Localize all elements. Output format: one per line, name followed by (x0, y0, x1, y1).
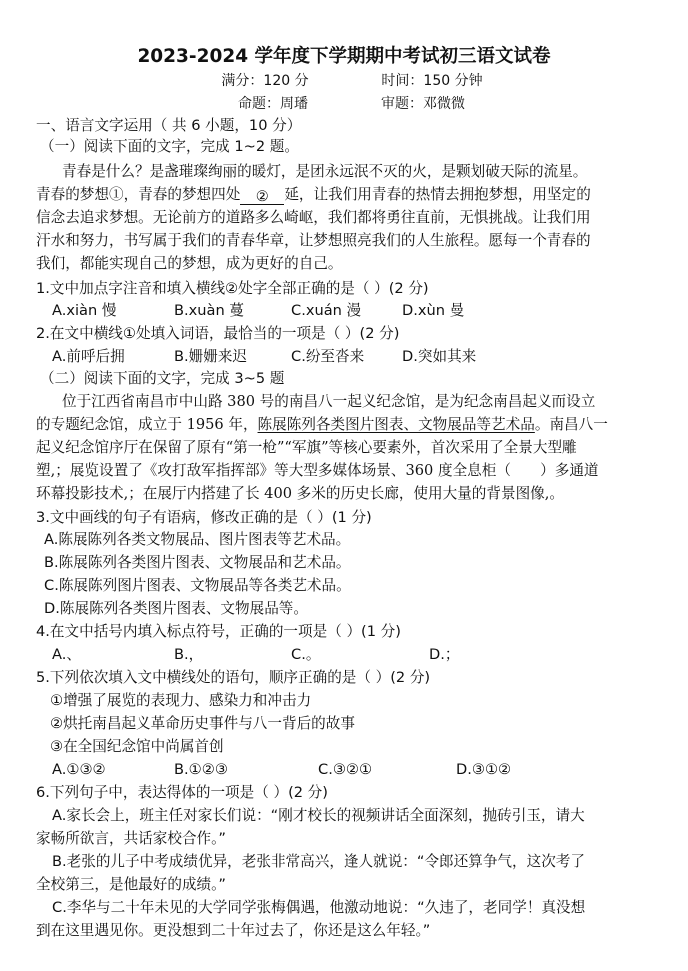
option-c-cont: 到在这里遇见你。更没想到二十年过去了，你还是这么年轻。” (36, 922, 431, 939)
passage1-line: 我们，都能实现自己的梦想，成为更好的自己。 (36, 255, 343, 272)
option-a: A.陈展陈列各类文物展品、图片图表等艺术品。 (44, 531, 351, 548)
option-c: C.③②① (318, 761, 373, 778)
passage2-line: 环幕投影技术,；在展厅内搭建了长 400 多米的历史长廊，使用大量的背景图像,。 (36, 485, 565, 502)
part1-heading: （一）阅读下面的文字，完成 1~2 题。 (40, 138, 299, 155)
option-b: B.姗姗来迟 (174, 348, 248, 365)
passage2-line: 塑,；展览设置了《攻打敌军指挥部》等大型多媒体场景、360 度全息柜（ ）多通道 (36, 462, 599, 479)
option-a: A.家长会上，班主任对家长们说：“刚才校长的视频讲话全面深刻，抛砖引玉，请大 (52, 807, 585, 824)
option-c: C.xuán 漫 (291, 302, 362, 319)
passage2-line: 起义纪念馆序厅在保留了原有“第一枪”“军旗”等核心要素外，首次采用了全景大型雕 (36, 439, 577, 456)
question-3-stem: 3.文中画线的句子有语病，修改正确的是（ ）(1 分) (36, 509, 372, 526)
passage1-text: 青春的梦想①，青春的梦想四处 (36, 186, 241, 203)
passage1-line (36, 185, 652, 205)
question-4-stem: 4.在文中括号内填入标点符号，正确的一项是（ ）(1 分) (36, 623, 401, 640)
passage1-line: 汗水和努力，书写属于我们的青春华章，让梦想照亮我们的人生旅程。愿每一个青春的 (36, 232, 591, 249)
part2-heading: （二）阅读下面的文字，完成 3~5 题 (40, 370, 285, 387)
passage2-line: 位于江西省南昌市中山路 380 号的南昌八一起义纪念馆，是为纪念南昌起义而设立 (62, 393, 596, 410)
question-1-stem: 1.文中加点字注音和填入横线②处字全部正确的是（ ）(2 分) (36, 280, 429, 297)
passage1-line: 青春是什么？是盏璀璨绚丽的暖灯，是团永远泯不灭的火，是颗划破天际的流星。 (62, 163, 588, 180)
full-score: 满分：120 分 (221, 73, 309, 89)
option-d: D.③①② (456, 761, 512, 778)
passage2-line (36, 415, 652, 435)
option-a: A.前呼后拥 (52, 348, 125, 365)
option-a: A.①③② (52, 761, 106, 778)
section-heading: 一、语言文字运用（ 共 6 小题，10 分） (36, 117, 302, 134)
option-b: B.老张的儿子中考成绩优异，老张非常高兴，逢人就说：“令郎还算争气，这次考了 (52, 853, 585, 870)
passage1-text: 延，让我们用青春的热情去拥抱梦想，用坚定的 (284, 186, 591, 203)
statement-3: ③在全国纪念馆中尚属首创 (50, 738, 224, 755)
option-c: C.。 (291, 646, 321, 663)
exam-author: 命题：周璠 (238, 96, 308, 112)
exam-title: 2023-2024 学年度下学期期中考试初三语文试卷 (137, 46, 551, 67)
option-b: B.①②③ (174, 761, 228, 778)
option-a: A.、 (52, 646, 81, 663)
option-b: B.， (174, 646, 204, 663)
option-d: D.xùn 曼 (402, 302, 465, 319)
exam-reviewer: 审题：邓微微 (381, 96, 465, 112)
option-b: B.陈展陈列各类图片图表、文物展品和艺术品。 (44, 554, 351, 571)
passage1-line: 信念去追求梦想。无论前方的道路多么崎岖，我们都将勇往直前，无惧挑战。让我们用 (36, 209, 591, 226)
option-d: D.； (429, 646, 460, 663)
question-2-stem: 2.在文中横线①处填入词语，最恰当的一项是（ ）(2 分) (36, 325, 400, 342)
statement-2: ②烘托南昌起义革命历史事件与八一背后的故事 (50, 715, 355, 732)
statement-1: ①增强了展览的表现力、感染力和冲击力 (50, 692, 312, 709)
option-a: A.xiàn 慢 (52, 302, 117, 319)
option-c: C.陈展陈列图片图表、文物展品等各类艺术品。 (44, 577, 351, 594)
option-d: D.陈展陈列各类图片图表、文物展品等。 (44, 600, 308, 617)
exam-time: 时间：150 分钟 (381, 73, 483, 89)
option-c: C.纷至沓来 (291, 348, 365, 365)
option-c: C.李华与二十年未见的大学同学张梅偶遇，他激动地说：“久违了，老同学！真没想 (52, 899, 586, 916)
option-a-cont: 家畅所欲言，共话家校合作。” (36, 830, 226, 847)
passage2-text: 。南昌八一 (534, 416, 608, 433)
underlined-sentence: 陈展陈列各类图片图表、文物展品等艺术品 (257, 416, 535, 433)
option-b: B.xuàn 蔓 (174, 302, 244, 319)
option-d: D.突如其来 (402, 348, 477, 365)
option-b-cont: 全校第三，是他最好的成绩。” (36, 876, 226, 893)
question-6-stem: 6.下列句子中，表达得体的一项是（ ）(2 分) (36, 784, 328, 801)
question-5-stem: 5.下列依次填入文中横线处的语句，顺序正确的是（ ）(2 分) (36, 669, 431, 686)
passage2-text: 的专题纪念馆，成立于 1956 年， (36, 416, 258, 433)
blank-2: ② (240, 187, 284, 205)
